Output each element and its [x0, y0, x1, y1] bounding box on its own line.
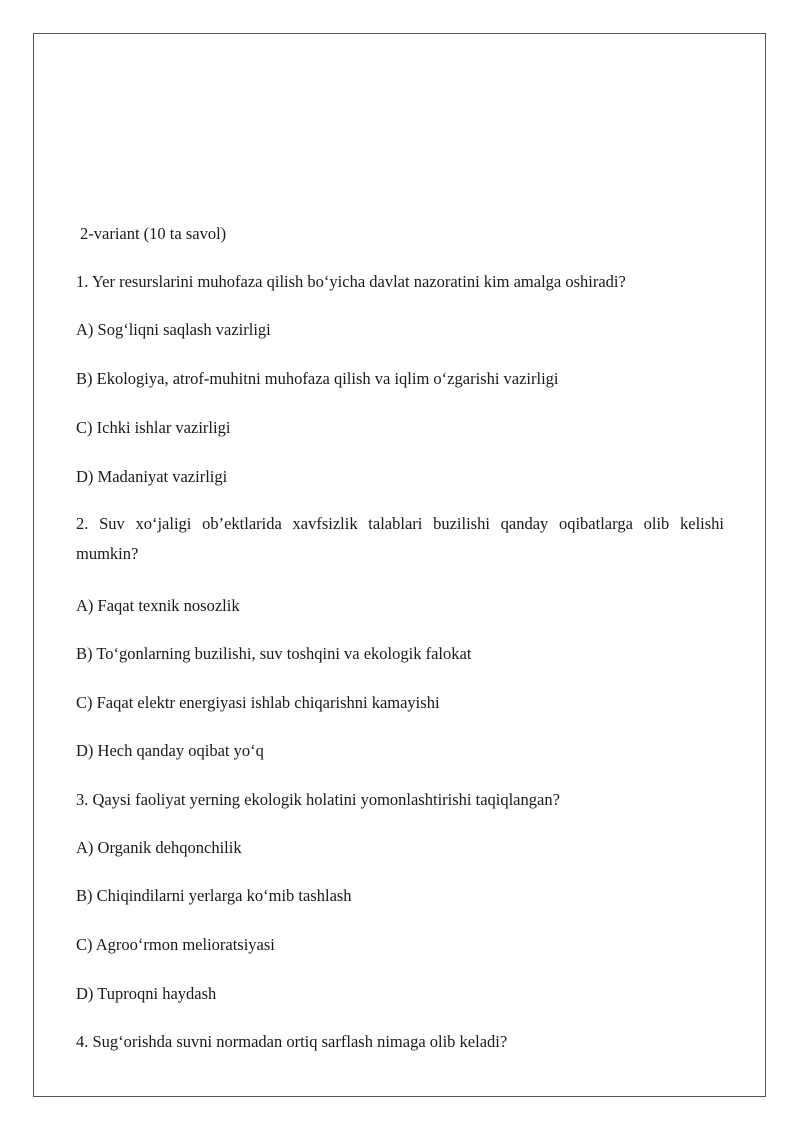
variant-heading: 2-variant (10 ta savol)	[80, 224, 227, 243]
question-2-text: 2. Suv xo‘jaligi ob’ektlarida xavfsizlik talablari buzilishi qanday oqibatlarga olib kelishi mumkin?	[76, 514, 724, 563]
question-1-option-d: D) Madaniyat vazirligi	[76, 467, 228, 486]
question-2-option-d: D) Hech qanday oqibat yo‘q	[76, 741, 264, 760]
question-4-text: 4. Sug‘orishda suvni normadan ortiq sarflash nimaga olib keladi?	[76, 1032, 508, 1051]
question-2-option-a: A) Faqat texnik nosozlik	[76, 596, 240, 615]
question-2-option-b: B) To‘gonlarning buzilishi, suv toshqini va ekologik falokat	[76, 644, 472, 663]
question-3-text: 3. Qaysi faoliyat yerning ekologik holatini yomonlashtirishi taqiqlangan?	[76, 790, 560, 809]
question-1-option-a: A) Sog‘liqni saqlash vazirligi	[76, 320, 271, 339]
question-3-option-c: C) Agroo‘rmon melioratsiyasi	[76, 935, 275, 954]
question-2-option-c: C) Faqat elektr energiyasi ishlab chiqarishni kamayishi	[76, 693, 440, 712]
question-1-option-b: B) Ekologiya, atrof-muhitni muhofaza qilish va iqlim o‘zgarishi vazirligi	[76, 369, 559, 388]
question-3-option-a: A) Organik dehqonchilik	[76, 838, 242, 857]
question-1-option-c: C) Ichki ishlar vazirligi	[76, 418, 231, 437]
question-3-option-d: D) Tuproqni haydash	[76, 984, 217, 1003]
question-3-option-b: B) Chiqindilarni yerlarga ko‘mib tashlash	[76, 886, 352, 905]
question-1-text: 1. Yer resurslarini muhofaza qilish bo‘yicha davlat nazoratini kim amalga oshiradi?	[76, 272, 626, 291]
